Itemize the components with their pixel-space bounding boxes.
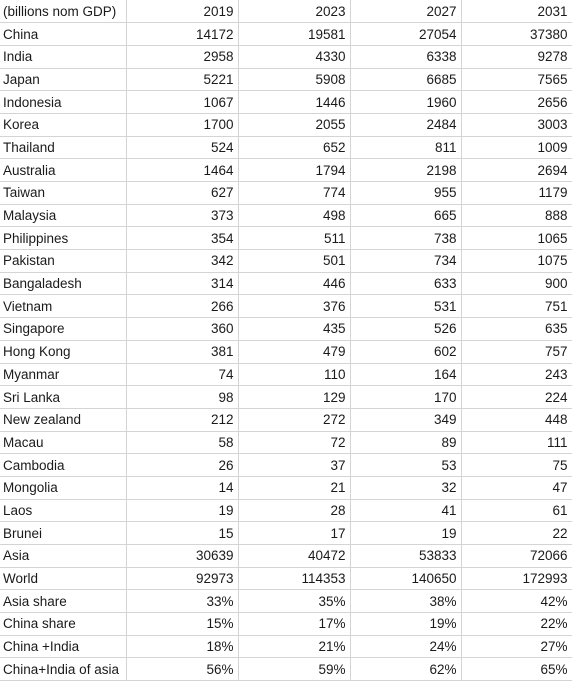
value-cell[interactable]: 4330 (238, 45, 350, 68)
value-cell[interactable]: 75 (461, 454, 572, 477)
table-row (0, 159, 572, 182)
value-cell[interactable]: 1446 (238, 91, 350, 114)
value-cell[interactable]: 738 (350, 227, 461, 250)
value-cell[interactable]: 524 (126, 136, 238, 159)
value-cell[interactable]: 501 (238, 250, 350, 273)
table-row (0, 476, 572, 499)
header-year-cell[interactable]: 2023 (238, 0, 350, 23)
value-cell[interactable]: 40472 (238, 545, 350, 568)
value-cell[interactable]: 511 (238, 227, 350, 250)
table-row (0, 45, 572, 68)
value-cell[interactable]: 243 (461, 363, 572, 386)
value-cell[interactable]: 1700 (126, 113, 238, 136)
row-label-cell[interactable]: Sri Lanka (0, 386, 126, 409)
value-cell[interactable]: 2694 (461, 159, 572, 182)
value-cell[interactable]: 61 (461, 499, 572, 522)
value-cell[interactable]: 111 (461, 431, 572, 454)
value-cell[interactable]: 900 (461, 272, 572, 295)
value-cell[interactable]: 14 (126, 476, 238, 499)
value-cell[interactable]: 17% (238, 613, 350, 636)
value-cell[interactable]: 17 (238, 522, 350, 545)
value-cell[interactable]: 19% (350, 613, 461, 636)
row-label-cell[interactable]: China (0, 23, 126, 46)
value-cell[interactable]: 47 (461, 476, 572, 499)
value-cell[interactable]: 1075 (461, 250, 572, 273)
table-row (0, 613, 572, 636)
value-cell[interactable]: 140650 (350, 567, 461, 590)
table-row (0, 227, 572, 250)
row-label-cell[interactable]: Taiwan (0, 182, 126, 205)
value-cell[interactable]: 1067 (126, 91, 238, 114)
table-row (0, 590, 572, 613)
header-row (0, 0, 572, 23)
header-year-cell[interactable]: 2027 (350, 0, 461, 23)
row-label-cell[interactable]: Cambodia (0, 454, 126, 477)
value-cell[interactable]: 627 (126, 182, 238, 205)
row-label-cell[interactable]: Hong Kong (0, 340, 126, 363)
row-label-cell[interactable]: Korea (0, 113, 126, 136)
row-label-cell[interactable]: Australia (0, 159, 126, 182)
table-row (0, 408, 572, 431)
value-cell[interactable]: 354 (126, 227, 238, 250)
value-cell[interactable]: 37 (238, 454, 350, 477)
value-cell[interactable]: 92973 (126, 567, 238, 590)
value-cell[interactable]: 38% (350, 590, 461, 613)
value-cell[interactable]: 349 (350, 408, 461, 431)
value-cell[interactable]: 74 (126, 363, 238, 386)
value-cell[interactable]: 72 (238, 431, 350, 454)
value-cell[interactable]: 41 (350, 499, 461, 522)
value-cell[interactable]: 342 (126, 250, 238, 273)
value-cell[interactable]: 172993 (461, 567, 572, 590)
value-cell[interactable]: 53833 (350, 545, 461, 568)
row-label-cell[interactable]: Pakistan (0, 250, 126, 273)
table-row (0, 23, 572, 46)
value-cell[interactable]: 89 (350, 431, 461, 454)
value-cell[interactable]: 9278 (461, 45, 572, 68)
row-label-cell[interactable]: India (0, 45, 126, 68)
table-row (0, 454, 572, 477)
value-cell[interactable]: 27054 (350, 23, 461, 46)
row-label-cell[interactable]: Philippines (0, 227, 126, 250)
value-cell[interactable]: 98 (126, 386, 238, 409)
value-cell[interactable]: 129 (238, 386, 350, 409)
value-cell[interactable]: 110 (238, 363, 350, 386)
table-row (0, 136, 572, 159)
table-row (0, 91, 572, 114)
value-cell[interactable]: 1464 (126, 159, 238, 182)
value-cell[interactable]: 21 (238, 476, 350, 499)
value-cell[interactable]: 59% (238, 658, 350, 681)
value-cell[interactable]: 56% (126, 658, 238, 681)
row-label-cell[interactable]: Asia share (0, 590, 126, 613)
value-cell[interactable]: 37380 (461, 23, 572, 46)
row-label-cell[interactable]: Brunei (0, 522, 126, 545)
value-cell[interactable]: 14172 (126, 23, 238, 46)
value-cell[interactable]: 212 (126, 408, 238, 431)
value-cell[interactable]: 751 (461, 295, 572, 318)
table-row (0, 182, 572, 205)
row-label-cell[interactable]: Thailand (0, 136, 126, 159)
value-cell[interactable]: 15% (126, 613, 238, 636)
value-cell[interactable]: 72066 (461, 545, 572, 568)
value-cell[interactable]: 2055 (238, 113, 350, 136)
table-row (0, 545, 572, 568)
value-cell[interactable]: 24% (350, 635, 461, 658)
value-cell[interactable]: 15 (126, 522, 238, 545)
value-cell[interactable]: 652 (238, 136, 350, 159)
value-cell[interactable]: 2484 (350, 113, 461, 136)
value-cell[interactable]: 435 (238, 318, 350, 341)
value-cell[interactable]: 65% (461, 658, 572, 681)
value-cell[interactable]: 376 (238, 295, 350, 318)
row-label-cell[interactable]: Myanmar (0, 363, 126, 386)
value-cell[interactable]: 266 (126, 295, 238, 318)
value-cell[interactable]: 665 (350, 204, 461, 227)
header-year-cell[interactable]: 2031 (461, 0, 572, 23)
row-label-cell[interactable]: Mongolia (0, 476, 126, 499)
value-cell[interactable]: 3003 (461, 113, 572, 136)
row-label-cell[interactable]: Malaysia (0, 204, 126, 227)
value-cell[interactable]: 811 (350, 136, 461, 159)
value-cell[interactable]: 19581 (238, 23, 350, 46)
table-row (0, 386, 572, 409)
table-row (0, 431, 572, 454)
value-cell[interactable]: 42% (461, 590, 572, 613)
value-cell[interactable]: 2198 (350, 159, 461, 182)
table-row (0, 272, 572, 295)
row-label-cell[interactable]: Macau (0, 431, 126, 454)
value-cell[interactable]: 26 (126, 454, 238, 477)
value-cell[interactable]: 18% (126, 635, 238, 658)
value-cell[interactable]: 888 (461, 204, 572, 227)
row-label-cell[interactable]: Bangaladesh (0, 272, 126, 295)
value-cell[interactable]: 633 (350, 272, 461, 295)
table-row (0, 250, 572, 273)
table-row (0, 113, 572, 136)
value-cell[interactable]: 373 (126, 204, 238, 227)
value-cell[interactable]: 955 (350, 182, 461, 205)
value-cell[interactable]: 114353 (238, 567, 350, 590)
value-cell[interactable]: 446 (238, 272, 350, 295)
value-cell[interactable]: 774 (238, 182, 350, 205)
value-cell[interactable]: 1065 (461, 227, 572, 250)
value-cell[interactable]: 1794 (238, 159, 350, 182)
header-year-cell[interactable]: 2019 (126, 0, 238, 23)
value-cell[interactable]: 6338 (350, 45, 461, 68)
row-label-cell[interactable]: Indonesia (0, 91, 126, 114)
value-cell[interactable]: 272 (238, 408, 350, 431)
value-cell[interactable]: 1009 (461, 136, 572, 159)
row-label-cell[interactable]: China +India (0, 635, 126, 658)
value-cell[interactable]: 448 (461, 408, 572, 431)
value-cell[interactable]: 58 (126, 431, 238, 454)
table-row (0, 499, 572, 522)
value-cell[interactable]: 35% (238, 590, 350, 613)
value-cell[interactable]: 526 (350, 318, 461, 341)
value-cell[interactable]: 30639 (126, 545, 238, 568)
row-label-cell[interactable]: World (0, 567, 126, 590)
row-label-cell[interactable]: Japan (0, 68, 126, 91)
value-cell[interactable]: 22 (461, 522, 572, 545)
value-cell[interactable]: 498 (238, 204, 350, 227)
table-row (0, 567, 572, 590)
value-cell[interactable]: 734 (350, 250, 461, 273)
row-label-cell[interactable]: Singapore (0, 318, 126, 341)
value-cell[interactable]: 531 (350, 295, 461, 318)
table-row (0, 318, 572, 341)
table-row (0, 363, 572, 386)
value-cell[interactable]: 62% (350, 658, 461, 681)
value-cell[interactable]: 21% (238, 635, 350, 658)
header-label-cell[interactable]: (billions nom GDP) (0, 0, 126, 23)
table-row (0, 295, 572, 318)
table-row (0, 204, 572, 227)
row-label-cell[interactable]: Vietnam (0, 295, 126, 318)
value-cell[interactable]: 27% (461, 635, 572, 658)
value-cell[interactable]: 635 (461, 318, 572, 341)
value-cell[interactable]: 19 (350, 522, 461, 545)
value-cell[interactable]: 32 (350, 476, 461, 499)
row-label-cell[interactable]: New zealand (0, 408, 126, 431)
value-cell[interactable]: 1179 (461, 182, 572, 205)
value-cell[interactable]: 2958 (126, 45, 238, 68)
table-row (0, 340, 572, 363)
value-cell[interactable]: 7565 (461, 68, 572, 91)
value-cell[interactable]: 224 (461, 386, 572, 409)
row-label-cell[interactable]: Asia (0, 545, 126, 568)
value-cell[interactable]: 5908 (238, 68, 350, 91)
value-cell[interactable]: 164 (350, 363, 461, 386)
value-cell[interactable]: 22% (461, 613, 572, 636)
value-cell[interactable]: 360 (126, 318, 238, 341)
value-cell[interactable]: 6685 (350, 68, 461, 91)
row-label-cell[interactable]: China+India of asia (0, 658, 126, 681)
value-cell[interactable]: 19 (126, 499, 238, 522)
value-cell[interactable]: 53 (350, 454, 461, 477)
row-label-cell[interactable]: China share (0, 613, 126, 636)
row-label-cell[interactable]: Laos (0, 499, 126, 522)
value-cell[interactable]: 602 (350, 340, 461, 363)
table-row (0, 522, 572, 545)
value-cell[interactable]: 479 (238, 340, 350, 363)
value-cell[interactable]: 28 (238, 499, 350, 522)
value-cell[interactable]: 5221 (126, 68, 238, 91)
table-row (0, 635, 572, 658)
value-cell[interactable]: 314 (126, 272, 238, 295)
value-cell[interactable]: 1960 (350, 91, 461, 114)
value-cell[interactable]: 170 (350, 386, 461, 409)
value-cell[interactable]: 33% (126, 590, 238, 613)
table-row (0, 68, 572, 91)
value-cell[interactable]: 381 (126, 340, 238, 363)
table-row (0, 658, 572, 681)
value-cell[interactable]: 757 (461, 340, 572, 363)
value-cell[interactable]: 2656 (461, 91, 572, 114)
